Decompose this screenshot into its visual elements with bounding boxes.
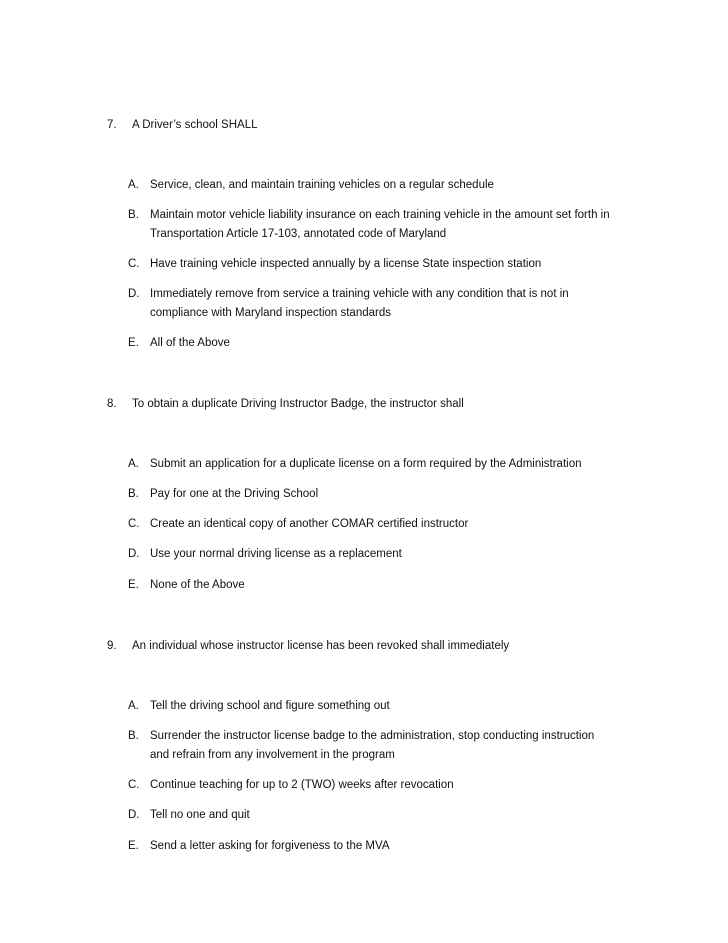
- option-line: Maintain motor vehicle liability insurance on each training vehicle in the amount set forth in: [150, 209, 610, 221]
- option-text: [150, 176, 670, 195]
- option-letter: C.: [128, 258, 140, 270]
- option-text: [150, 334, 670, 353]
- option-line: Have training vehicle inspected annually by a license State inspection station: [150, 258, 542, 270]
- option-letter: A.: [128, 458, 139, 470]
- option-letter: C.: [128, 779, 140, 791]
- option-text: [150, 806, 670, 825]
- option-letter: E.: [128, 840, 139, 852]
- option-letter: B.: [128, 488, 139, 500]
- option-letter: A.: [128, 700, 139, 712]
- option-text: [150, 776, 670, 795]
- option-line: All of the Above: [150, 337, 230, 349]
- question-text: To obtain a duplicate Driving Instructor Badge, the instructor shall: [132, 398, 464, 410]
- option-letter: D.: [128, 548, 140, 560]
- option-text: [150, 727, 670, 765]
- option-line: Transportation Article 17-103, annotated code of Maryland: [150, 228, 447, 240]
- option-line: Submit an application for a duplicate license on a form required by the Administration: [150, 458, 582, 470]
- option-letter: D.: [128, 288, 140, 300]
- option-text: [150, 285, 670, 323]
- option-letter: E.: [128, 337, 139, 349]
- option-letter: B.: [128, 209, 139, 221]
- option-text: [150, 697, 670, 716]
- option-text: [150, 515, 670, 534]
- question-number: 7.: [107, 119, 117, 131]
- option-text: [150, 576, 670, 595]
- option-line: Send a letter asking for forgiveness to the MVA: [150, 840, 390, 852]
- option-line: Tell the driving school and figure something out: [150, 700, 390, 712]
- option-text: [150, 455, 670, 474]
- option-line: Create an identical copy of another COMAR certified instructor: [150, 518, 469, 530]
- option-line: Tell no one and quit: [150, 809, 250, 821]
- option-letter: B.: [128, 730, 139, 742]
- question-number: 9.: [107, 640, 117, 652]
- option-text: [150, 485, 670, 504]
- option-line: and refrain from any involvement in the program: [150, 749, 395, 761]
- option-line: Continue teaching for up to 2 (TWO) weeks after revocation: [150, 779, 454, 791]
- option-line: Surrender the instructor license badge to the administration, stop conducting instruction: [150, 730, 595, 742]
- option-letter: A.: [128, 179, 139, 191]
- option-line: None of the Above: [150, 579, 245, 591]
- option-line: Use your normal driving license as a replacement: [150, 548, 402, 560]
- option-text: [150, 837, 670, 856]
- option-line: compliance with Maryland inspection standards: [150, 307, 391, 319]
- question-text: A Driver’s school SHALL: [132, 119, 258, 131]
- option-line: Immediately remove from service a training vehicle with any condition that is not in: [150, 288, 569, 300]
- question-number: 8.: [107, 398, 117, 410]
- option-text: [150, 206, 670, 244]
- option-line: Pay for one at the Driving School: [150, 488, 319, 500]
- option-letter: D.: [128, 809, 140, 821]
- option-text: [150, 545, 670, 564]
- question-text: An individual whose instructor license has been revoked shall immediately: [132, 640, 510, 652]
- option-letter: E.: [128, 579, 139, 591]
- option-text: [150, 255, 670, 274]
- option-letter: C.: [128, 518, 140, 530]
- option-line: Service, clean, and maintain training vehicles on a regular schedule: [150, 179, 494, 191]
